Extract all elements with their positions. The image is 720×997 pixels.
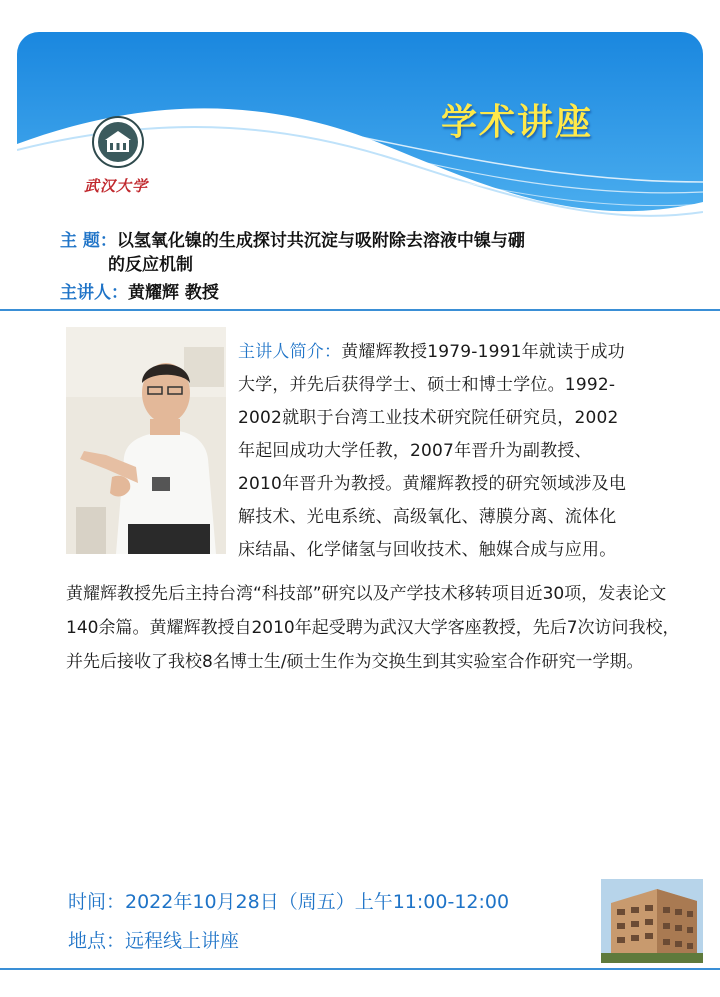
speaker-bio	[238, 336, 668, 567]
bio-label: 主讲人简介：	[238, 342, 342, 362]
bio-line-1	[238, 336, 668, 369]
bio-continuation: 黄耀辉教授先后主持台湾“科技部”研究以及产学技术移转项目近30项，发表论文140余篇。黄耀辉教授自2010年起受聘为武汉大学客座教授，先后7次访问我校，并先后接收了我校8名博士生/硕士生作为交换生到其实验室合作研究一学期。	[66, 584, 680, 672]
bio-line-6: 解技术、光电系统、高级氧化、薄膜分离、流体化	[238, 507, 617, 527]
speaker-line	[60, 282, 219, 304]
bio-line-2: 大学，并先后获得学士、硕士和博士学位。1992-	[238, 375, 616, 395]
topic-title: 以氢氧化镍的生成探讨共沉淀与吸附除去溶液中镍与硼	[116, 231, 525, 251]
bio-line-5: 2010年晋升为教授。黄耀辉教授的研究领域涉及电	[238, 474, 627, 494]
divider-bottom	[0, 968, 720, 970]
speaker-name: 黄耀辉 教授	[128, 283, 219, 303]
speaker-label: 主讲人：	[60, 283, 128, 303]
building-photo	[601, 879, 703, 963]
topic-line	[60, 230, 700, 252]
topic-title-continued: 的反应机制	[108, 255, 193, 275]
university-seal-icon	[92, 116, 144, 168]
topic-label: 主 题：	[60, 231, 117, 251]
banner-title: 学术讲座	[441, 102, 594, 143]
divider-top	[0, 309, 720, 311]
bio-line-7: 床结晶、化学储氢与回收技术、触媒合成与应用。	[238, 540, 617, 560]
university-name-calligraphy: 武汉大学	[84, 177, 149, 195]
bio-line-4: 年起回成功大学任教，2007年晋升为副教授、	[238, 441, 592, 461]
bio-line-3: 2002就职于台湾工业技术研究院任研究员，2002	[238, 408, 619, 428]
event-time: 时间：2022年10月28日（周五）上午11:00-12:00	[68, 891, 510, 913]
event-place: 地点：远程线上讲座	[68, 930, 240, 952]
speaker-photo	[66, 327, 226, 554]
bio-line-1-text: 黄耀辉教授1979-1991年就读于成功	[341, 342, 625, 362]
